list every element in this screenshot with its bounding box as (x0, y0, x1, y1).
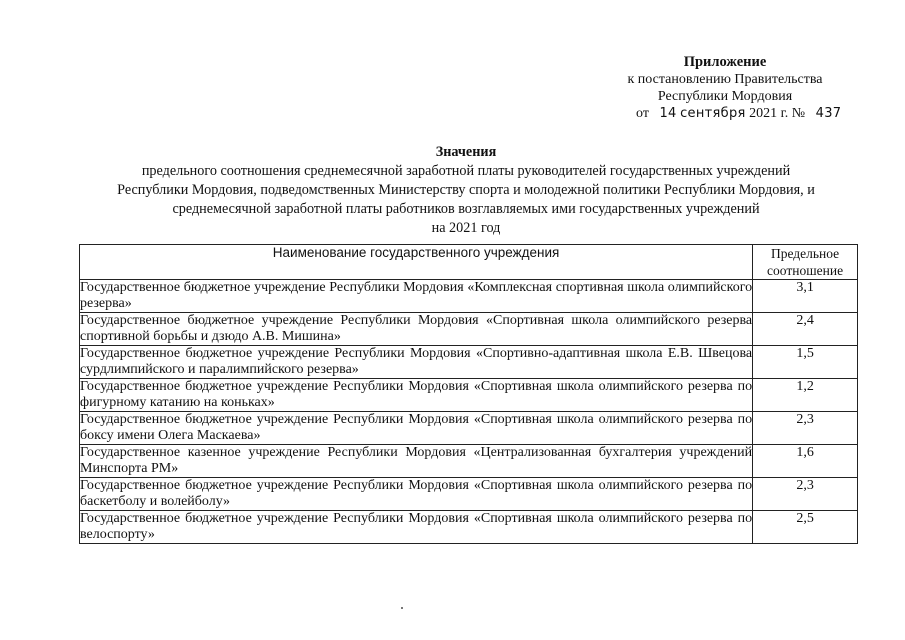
institution-name: Государственное бюджетное учреждение Республики Мордовия «Комплексная спортивная школа олимпийского резерва» (80, 280, 753, 311)
date-year: 2021 г. № (749, 106, 806, 121)
title-heading: Значения (435, 144, 497, 160)
table-header-row (80, 245, 858, 280)
institution-name: Государственное бюджетное учреждение Республики Мордовия «Спортивная школа олимпийского резерва по боксу имени Олега Маскаева» (80, 412, 753, 443)
scan-speck (401, 607, 403, 609)
table-row (80, 379, 858, 412)
ratio-value: 3,1 (753, 280, 858, 313)
appendix-date-line (560, 105, 890, 122)
date-month: сентября (680, 106, 746, 121)
ratio-value: 2,5 (753, 511, 858, 544)
institution-name: Государственное бюджетное учреждение Республики Мордовия «Спортивная школа олимпийского резерва по баскетболу и волейболу» (80, 478, 753, 509)
table-row (80, 511, 858, 544)
date-prefix: от (636, 106, 649, 121)
institution-name: Государственное казенное учреждение Республики Мордовия «Централизованная бухгалтерия учреждений Минспорта РМ» (80, 445, 753, 476)
institution-name: Государственное бюджетное учреждение Республики Мордовия «Спортивно-адаптивная школа Е.В. Швецова сурдлимпийского и паралимпийского резерва» (80, 346, 753, 377)
table-row (80, 346, 858, 379)
ratio-value: 2,3 (753, 412, 858, 445)
document-title (70, 143, 862, 238)
institution-name: Государственное бюджетное учреждение Республики Мордовия «Спортивная школа олимпийского резерва по велоспорту» (80, 511, 753, 542)
appendix-line-2: Республики Мордовия (657, 89, 793, 104)
ratio-table (79, 244, 858, 544)
ratio-value: 2,3 (753, 478, 858, 511)
institution-name: Государственное бюджетное учреждение Республики Мордовия «Спортивная школа олимпийского резерва спортивной борьбы и дзюдо А.В. Мишина» (80, 313, 753, 344)
title-line-2: Республики Мордовия, подведомственных Министерству спорта и молодежной политики Республики Мордовия, и (117, 182, 815, 198)
institution-name: Государственное бюджетное учреждение Республики Мордовия «Спортивная школа олимпийского резерва по фигурному катанию на коньках» (80, 379, 753, 410)
table-row (80, 313, 858, 346)
appendix-label: Приложение (683, 54, 767, 70)
title-line-3: среднемесячной заработной платы работников возглавляемых ими государственных учреждений (172, 201, 760, 217)
table-row (80, 445, 858, 478)
table-row (80, 280, 858, 313)
appendix-line-1: к постановлению Правительства (627, 72, 823, 87)
column-header-ratio-line-2: соотношение (767, 263, 844, 278)
table-row (80, 412, 858, 445)
column-header-ratio-line-1: Предельное (770, 246, 840, 261)
date-day: 14 (659, 106, 677, 121)
appendix-block (560, 54, 890, 122)
doc-number: 437 (815, 106, 842, 121)
column-header-ratio (753, 245, 858, 280)
ratio-value: 1,5 (753, 346, 858, 379)
title-line-4: на 2021 год (431, 220, 501, 236)
ratio-value: 1,2 (753, 379, 858, 412)
ratio-value: 1,6 (753, 445, 858, 478)
column-header-name: Наименование государственного учреждения (80, 245, 753, 280)
ratio-value: 2,4 (753, 313, 858, 346)
table-row (80, 478, 858, 511)
title-line-1: предельного соотношения среднемесячной заработной платы руководителей государственных учреждений (141, 163, 791, 179)
